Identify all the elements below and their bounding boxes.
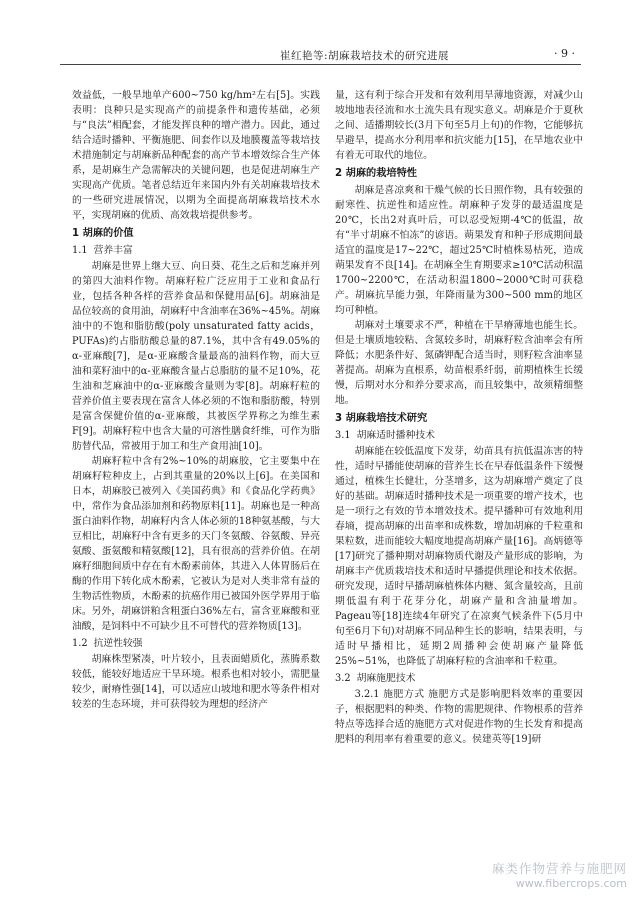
cultivation-paragraph-1: 胡麻是喜凉爽和干燥气候的长日照作物，具有较强的耐寒性、抗逆性和适应性。胡麻种子发芽的最适温度是20℃，长出2对真叶后，可以忍受短期-4℃的低温，故有“半寸胡麻不怕冻”的谚语。蒴果发育和种子形成期间最适宜的温度是17~22℃，超过25℃时植株易枯死，造成蒴果发育不良[14]。在胡麻全生育期要求≥10℃活动积温1700~2200℃，在活动积温1800~2000℃时可获稳产。胡麻抗旱能力强，年降雨量为300~500 mm的地区均可种植。 xyxy=(335,185,583,316)
fertilization-paragraph: 3.2.1 施肥方式 施肥方式是影响肥料效率的重要因子，根据肥料的种类、作物的需肥规律、作物根系的营养特点等选择合适的施肥方式对促进作物的生长发育和提高肥料的利用率有着重要的意义。侯建英等[19]研 xyxy=(335,689,583,745)
nutrition-paragraph-2: 胡麻籽粒中含有2%~10%的胡麻胶，它主要集中在胡麻籽粒种皮上，占到其重量的20%以上[6]。在美国和日本，胡麻胶已被列入《美国药典》和《食品化学药典》中，常作为食品添加剂和药物原料[11]。胡麻也是一种高蛋白油料作物，胡麻籽内含人体必须的18种氨基酸，与大豆相比，胡麻籽中含有更多的天门冬氨酸、谷氨酸、异亮氨酸、蛋氨酸和精氨酸[12]，具有很高的营养价值。在胡麻籽细胞间质中存在有木酚素前体，其进入人体胃肠后在酶的作用下转化成木酚素，它被认为是对人类非常有益的生物活性物质，木酚素的抗癌作用已被国外医学界用于临床。另外，胡麻饼粕含粗蛋白36%左右，富含亚麻酸和亚油酸，是饲料中不可缺少且不可替代的营养物质[13]。 xyxy=(72,456,320,632)
section-title: 胡麻的栽培特性 xyxy=(345,168,417,179)
subsection-title: 胡麻施肥技术 xyxy=(356,673,416,684)
subsection-title: 胡麻适时播种技术 xyxy=(356,430,435,441)
subsection-heading-1-2 xyxy=(72,636,320,651)
subsection-title: 抗逆性较强 xyxy=(93,638,143,649)
site-watermark xyxy=(492,861,627,891)
section-heading-1 xyxy=(72,226,320,241)
nutrition-paragraph-1: 胡麻是世界上继大豆、向日葵、花生之后和芝麻并列的第四大油料作物。胡麻籽粒广泛应用于工业和食品行业，包括各种各样的营养食品和保健用品[6]。胡麻油是品位较高的食用油，胡麻籽中含油率在36%~45%。胡麻油中的不饱和脂肪酸(poly unsaturated fatty acids，PUFAs)约占脂肪酸总量的87.1%，其中含有49.05%的α-亚麻酸[7]，是α-亚麻酸含量最高的油料作物，而大豆油和菜籽油中的α-亚麻酸含量占总脂肪的量不足10%，花生油和芝麻油中的α-亚麻酸含量则为零[8]。胡麻籽粒的营养价值主要表现在富含人体必须的不饱和脂肪酸，特别是富含保健价值的α-亚麻酸，其被医学界称之为维生素F[9]。胡麻籽粒中也含大量的可溶性膳食纤维，可作为脂肪替代品，常被用于加工和生产食用油[10]。 xyxy=(72,261,320,452)
watermark-site-name: 麻类作物营养与施肥网 xyxy=(491,861,627,876)
right-column xyxy=(335,88,583,747)
left-column xyxy=(72,88,320,712)
page-number: · 9 · xyxy=(554,47,575,60)
section-heading-3 xyxy=(335,411,583,426)
section-number: 3 xyxy=(335,413,343,424)
subsection-number: 3.2 xyxy=(335,673,351,684)
subsection-number: 3.1 xyxy=(335,430,351,441)
sowing-paragraph: 胡麻能在较低温度下发芽，幼苗具有抗低温冻害的特性，适时早播能使胡麻的营养生长在早春低温条件下缓慢通过，植株生长健壮，分茎增多，这为胡麻增产奠定了良好的基础。胡麻适时播种技术是一项重要的增产技术，也是一项行之有效的节本增效技术。提早播种可有效地利用春墒，提高胡麻的出苗率和成株数，增加胡麻的千粒重和果粒数，进而能较大幅度地提高胡麻产量[16]。高炳德等[17]研究了播种期对胡麻物质代谢及产量形成的影响，为胡麻丰产优质栽培技术和适时早播提供理论和技术依据。研究发现，适时早播胡麻植株体内糖、氮含量较高，且前期低温有利于花芽分化，胡麻产量和含油量增加。Pageau等[18]连续4年研究了在凉爽气候条件下(5月中旬至6月下旬)对胡麻不同品种生长的影响，结果表明，与适时早播相比，延期2周播种会使胡麻产量降低25%~51%，也降低了胡麻籽粒的含油率和千粒重。 xyxy=(335,446,583,667)
cultivation-paragraph-2: 胡麻对土壤要求不严，种植在干旱瘠薄地也能生长。但是土壤质地较粘、含氮较多时，胡麻籽粒含油率会有所降低；水肥条件好、氮磷钾配合适当时，则籽粒含油率显著提高。胡麻为直根系，幼苗根系纤弱，前期植株生长缓慢，后期对水分和养分要求高，而且较集中，故须精细整地。 xyxy=(335,320,583,406)
subsection-heading-3-1 xyxy=(335,428,583,443)
section-number: 1 xyxy=(72,228,80,239)
section-title: 胡麻的价值 xyxy=(82,228,134,239)
running-header xyxy=(60,46,581,65)
subsection-heading-3-2 xyxy=(335,671,583,686)
intro-paragraph-continuation: 效益低，一般旱地单产600~750 kg/hm²左右[5]。实践表明：良种只是实现高产的前提条件和遗传基础，必须与“良法”相配套，才能发挥良种的增产潜力。因此，通过结合适时播种、平衡施肥、间套作以及地膜覆盖等栽培技术措施制定与胡麻新品种配套的高产节本增效综合生产体系，是胡麻生产急需解决的关键问题，也是促进胡麻生产实现高产优质。笔者总结近年来国内外有关胡麻栽培技术的一些研究进展情况，以期为全面提高胡麻栽培技术水平，实现胡麻的优质、高效栽培提供参考。 xyxy=(72,90,320,221)
resistance-paragraph: 胡麻株型紧凑，叶片较小，且表面蜡质化，蒸腾系数较低，能较好地适应干旱环境。根系也相对较小，需肥量较少，耐瘠性强[14]，可以适应山坡地和肥水等条件相对较差的生态环境，并可获得较为理想的经济产 xyxy=(72,654,320,710)
subsection-number: 1.2 xyxy=(72,638,88,649)
section-title: 胡麻栽培技术研究 xyxy=(345,413,428,424)
subsection-heading-1-1 xyxy=(72,243,320,258)
section-heading-2 xyxy=(335,166,583,181)
resistance-paragraph-continuation: 量，这有利于综合开发和有效利用旱薄地资源，对减少山坡地地表径流和水土流失具有现实意义。胡麻是介于夏秋之间、适播期较长(3月下旬至5月上旬)的作物，它能够抗旱避旱，提高水分利用率和抗灾能力[15]，在旱地农业中有着无可取代的地位。 xyxy=(335,90,583,161)
watermark-url: www.fibercrops.com xyxy=(515,877,627,890)
subsection-number: 1.1 xyxy=(72,245,88,256)
running-title: 崔红艳等:胡麻栽培技术的研究进展 xyxy=(280,50,450,62)
section-number: 2 xyxy=(335,168,343,179)
subsection-title: 营养丰富 xyxy=(93,245,133,256)
